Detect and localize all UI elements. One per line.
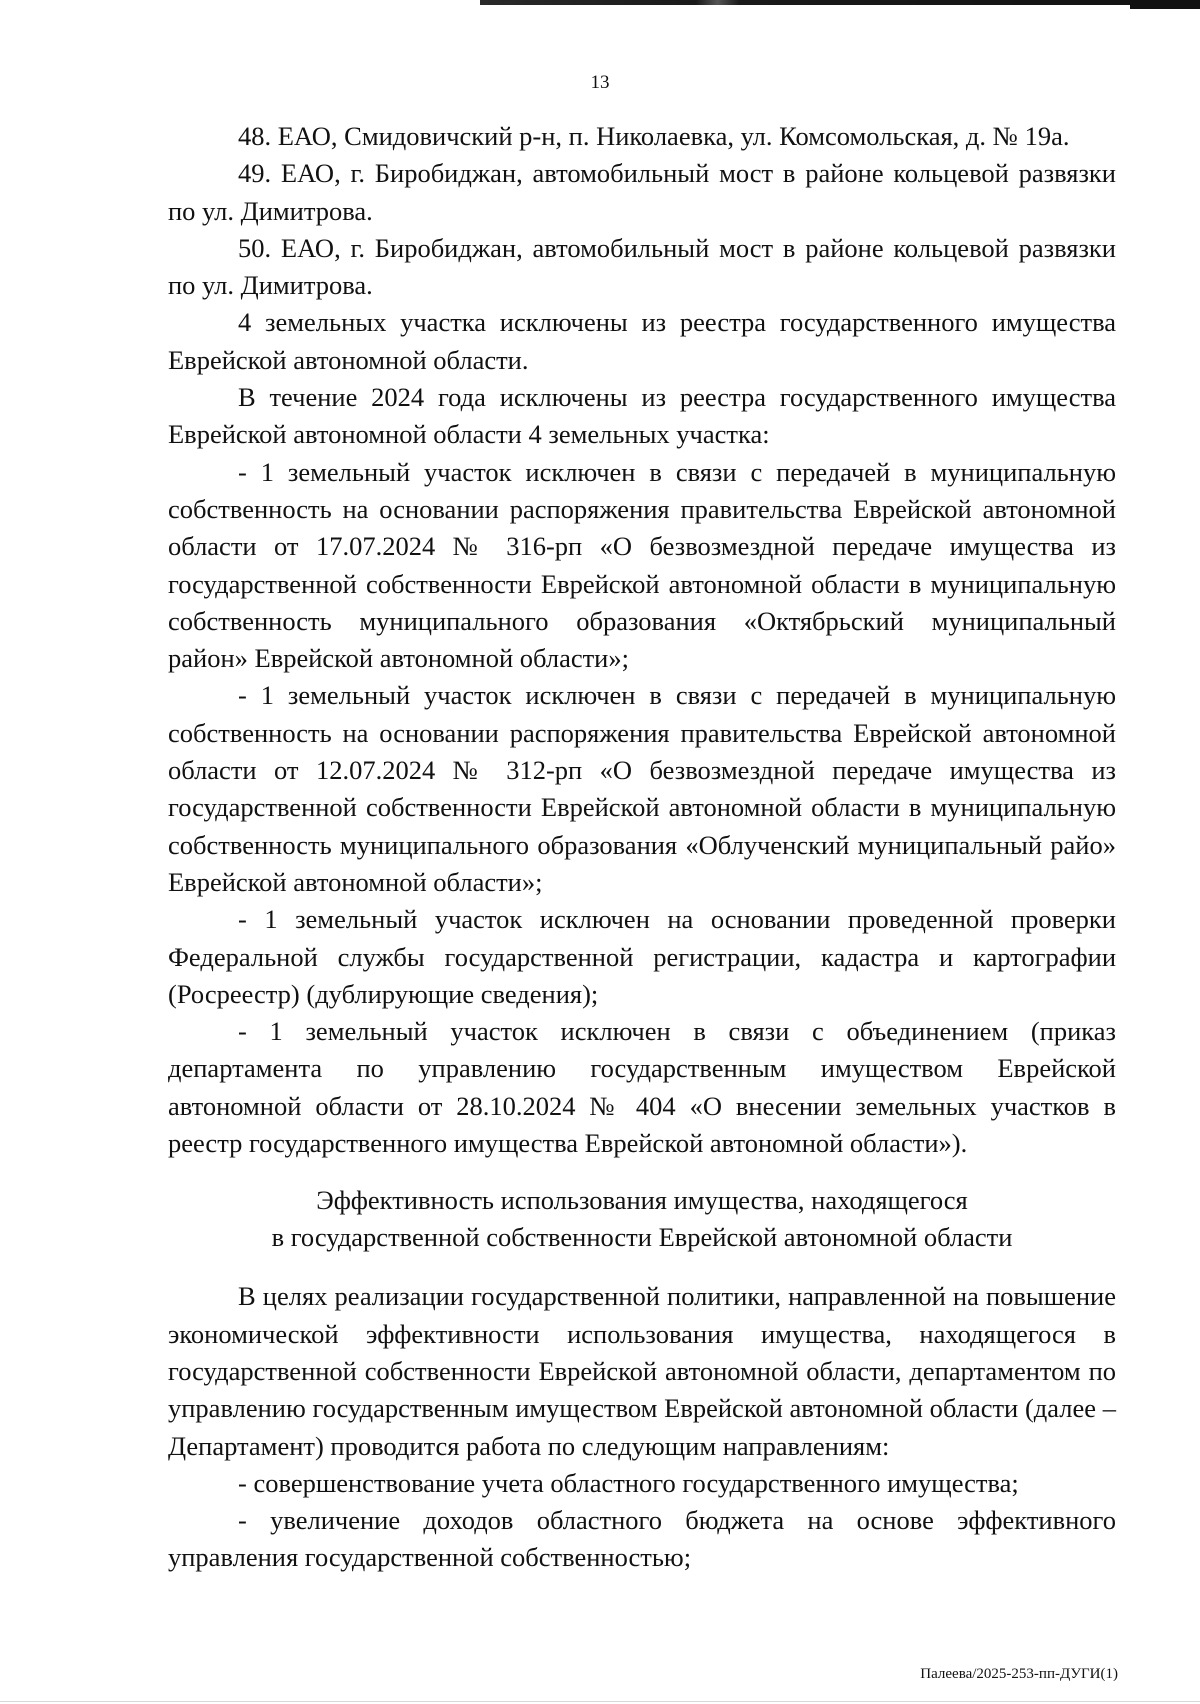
section-heading	[168, 1182, 1116, 1256]
list-item-excluded-4: - 1 земельный участок исключен в связи с объединением (приказ департамента по управлению государственным имуществом Еврейской автономной области от 28.10.2024 № 404 «О внесении земельных участков в реестр государственного имущества Еврейской автономной области»).	[168, 1016, 1116, 1159]
paragraph-item-48: 48. ЕАО, Смидовичский р-н, п. Николаевка, ул. Комсомольская, д. № 19а.	[238, 121, 1070, 151]
document-body	[168, 118, 1116, 1577]
paragraph-item-49: 49. ЕАО, г. Биробиджан, автомобильный мост в районе кольцевой развязки по ул. Димитрова.	[168, 158, 1116, 226]
list-item-excluded-3: - 1 земельный участок исключен на основании проведенной проверки Федеральной службы государственной регистрации, кадастра и картографии (Росреестр) (дублирующие сведения);	[168, 904, 1116, 1009]
section-heading-line-2: в государственной собственности Еврейской автономной области	[271, 1222, 1013, 1253]
list-item-direction-1: - совершенствование учета областного государственного имущества;	[238, 1467, 1019, 1498]
scan-artifact-top-bar-right	[1130, 0, 1200, 9]
paragraph-excluded-intro: В течение 2024 года исключены из реестра государственного имущества Еврейской автономной области 4 земельных участка:	[168, 382, 1116, 450]
list-item-excluded-2: - 1 земельный участок исключен в связи с передачей в муниципальную собственность на основании распоряжения правительства Еврейской автономной области от 12.07.2024 № 312-рп «О безвозмездной передаче имущества из государственной собственности Еврейской автономной области в муниципальную собственность муниципального образования «Облученский муниципальный райо» Еврейской автономной области»;	[168, 680, 1116, 897]
list-item-direction-2: - увеличение доходов областного бюджета на основе эффективного управления государственной собственностью;	[168, 1505, 1116, 1573]
paragraph-section-intro: В целях реализации государственной политики, направленной на повышение экономической эффективности использования имущества, находящегося в государственной собственности Еврейской автономной области, департаментом по управлению государственным имуществом Еврейской автономной области (далее – Департамент) проводится работа по следующим направлениям:	[168, 1281, 1116, 1461]
section-heading-line-1: Эффективность использования имущества, находящегося	[316, 1185, 968, 1216]
list-item-excluded-1: - 1 земельный участок исключен в связи с передачей в муниципальную собственность на основании распоряжения правительства Еврейской автономной области от 17.07.2024 № 316-рп «О безвозмездной передаче имущества из государственной собственности Еврейской автономной области в муниципальную собственность муниципального образования «Октябрьский муниципальный район» Еврейской автономной области»;	[168, 456, 1116, 674]
paragraph-item-50: 50. ЕАО, г. Биробиджан, автомобильный мост в районе кольцевой развязки по ул. Димитрова.	[168, 232, 1116, 301]
scan-artifact-bottom-line	[0, 1701, 1200, 1702]
scan-artifact-top-bar	[480, 0, 1200, 5]
page-number: 13	[590, 72, 610, 93]
footer-document-code: Палеева/2025-253-пп-ДУГИ(1)	[920, 1666, 1118, 1682]
paragraph-excluded-summary: 4 земельных участка исключены из реестра государственного имущества Еврейской автономной области.	[168, 307, 1116, 375]
